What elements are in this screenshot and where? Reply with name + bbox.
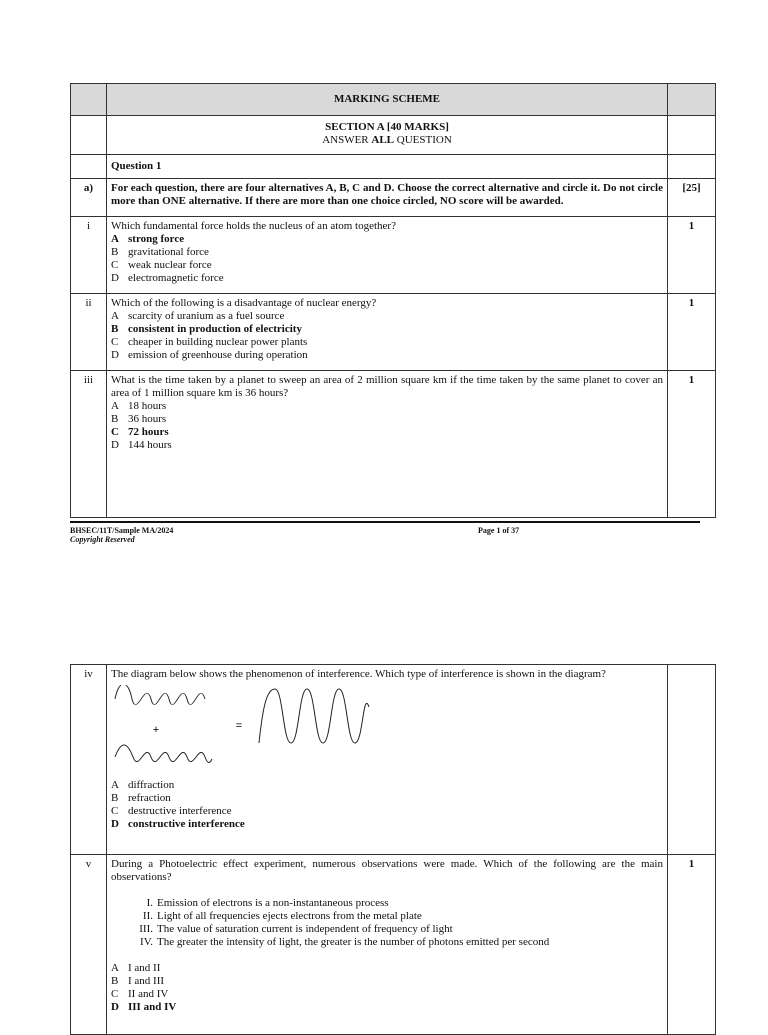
question-marks: 1 <box>668 855 716 1035</box>
question-text: Which fundamental force holds the nucleus of an atom together? <box>111 220 396 232</box>
option: A 18 hours <box>111 400 167 412</box>
option: B refraction <box>111 792 171 804</box>
interference-diagram <box>111 685 391 777</box>
section-row <box>71 116 716 155</box>
footer-rule <box>70 521 700 523</box>
option: B 36 hours <box>111 413 167 425</box>
question-number: iii <box>71 371 107 518</box>
question-marks: 1 <box>668 371 716 518</box>
option: A I and II <box>111 962 161 974</box>
part-a-row <box>71 179 716 217</box>
question-row-iii <box>71 371 716 518</box>
option: C weak nuclear force <box>111 259 212 271</box>
page-number: Page 1 of 37 <box>478 526 520 535</box>
question-number: ii <box>71 294 107 371</box>
option-correct: C 72 hours <box>111 426 169 438</box>
question-marks: 1 <box>668 217 716 294</box>
option: B gravitational force <box>111 246 209 258</box>
header-row <box>71 84 716 116</box>
marking-scheme-table <box>70 83 716 518</box>
wave-1 <box>115 685 205 705</box>
option: A diffraction <box>111 779 175 791</box>
header-title: MARKING SCHEME <box>107 84 668 116</box>
question-label: Question 1 <box>107 155 668 179</box>
option: B I and III <box>111 975 165 987</box>
option: C II and IV <box>111 988 169 1000</box>
option-correct: B consistent in production of electricity <box>111 323 302 335</box>
statement: III. The value of saturation current is independent of frequency of light <box>139 923 453 935</box>
document-code: BHSEC/11T/Sample MA/2024 <box>70 526 174 535</box>
option: D electromagnetic force <box>111 272 224 284</box>
option-correct: D constructive interference <box>111 818 245 830</box>
question-number: i <box>71 217 107 294</box>
statement: IV. The greater the intensity of light, the greater is the number of photons emitted per second <box>140 936 550 948</box>
option: C cheaper in building nuclear power plants <box>111 336 308 348</box>
question-row-v <box>71 855 716 1035</box>
question-row-iv <box>71 665 716 855</box>
part-a-marks: [25] <box>668 179 716 217</box>
marking-scheme-table-continued <box>70 664 716 1035</box>
option-correct: D III and IV <box>111 1001 177 1013</box>
question-text: What is the time taken by a planet to sweep an area of 2 million square km if the time taken by the same planet to cover an area of 1 million square km is 36 hours? <box>111 374 663 399</box>
section-title: SECTION A [40 MARKS] <box>325 121 449 133</box>
part-a-instructions: For each question, there are four alternatives A, B, C and D. Choose the correct alternative and circle it. Do not circle more than ONE alternative. If there are more than one choice circled, NO score will be awarded. <box>107 179 668 217</box>
wave-2 <box>115 745 212 763</box>
option: D emission of greenhouse during operation <box>111 349 308 361</box>
resultant-wave <box>259 689 369 743</box>
question-marks: 1 <box>668 294 716 371</box>
question-text: The diagram below shows the phenomenon of interference. Which type of interference is shown in the diagram? <box>111 668 606 680</box>
copyright-notice: Copyright Reserved <box>70 535 135 544</box>
page-footer <box>70 526 700 544</box>
statement: II. Light of all frequencies ejects electrons from the metal plate <box>142 910 422 922</box>
question-label-row <box>71 155 716 179</box>
question-text: Which of the following is a disadvantage of nuclear energy? <box>111 297 377 309</box>
question-text: During a Photoelectric effect experiment, numerous observations were made. Which of the following are the main observations? <box>111 858 663 883</box>
answer-instruction: ANSWER ALL QUESTION <box>322 134 452 146</box>
option: C destructive interference <box>111 805 232 817</box>
plus-sign: + <box>152 724 160 736</box>
question-number: v <box>71 855 107 1035</box>
part-a-label: a) <box>71 179 107 217</box>
question-row-ii <box>71 294 716 371</box>
statement: I. Emission of electrons is a non-instantaneous process <box>146 897 389 909</box>
question-number: iv <box>71 665 107 855</box>
option: D 144 hours <box>111 439 172 451</box>
equals-sign: = <box>235 720 243 732</box>
question-row-i <box>71 217 716 294</box>
option: A scarcity of uranium as a fuel source <box>111 310 285 322</box>
option-correct: A strong force <box>111 233 185 245</box>
